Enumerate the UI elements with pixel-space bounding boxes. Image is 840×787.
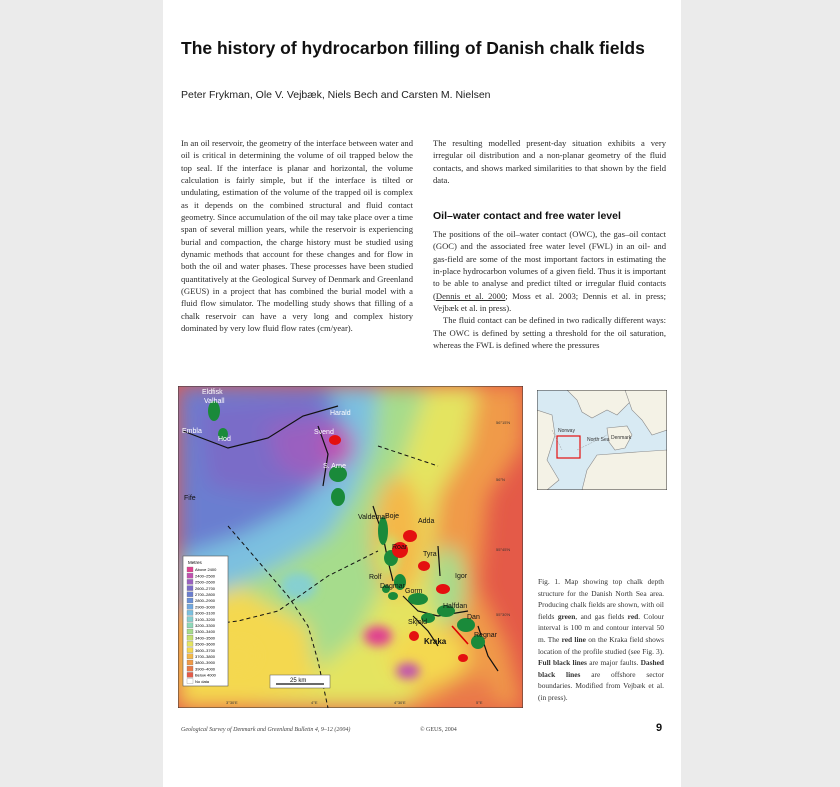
field-label-valdemar: Valdemar <box>358 514 388 521</box>
field-regnar-gas <box>458 654 468 662</box>
depth-structure-map <box>178 386 523 708</box>
legend-label: 2600–2700 <box>195 585 216 591</box>
field-label-tyra: Tyra <box>423 551 437 558</box>
legend-swatch <box>187 635 193 640</box>
latitude-label: 55°45'N <box>496 547 511 552</box>
owc-paragraph-2: The fluid contact can be defined in two radically different ways: The OWC is defined by setting a threshold for the oil saturation, whereas the FWL is defined where the pressures <box>433 315 666 351</box>
legend-label: 2700–2800 <box>195 592 216 597</box>
legend-label: 3900–4000 <box>195 666 216 672</box>
legend-label: 2400–2500 <box>195 573 216 579</box>
page-number: 9 <box>656 722 663 734</box>
legend-label: 2900–3000 <box>195 604 216 610</box>
article-authors: Peter Frykman, Ole V. Vejbæk, Niels Bech and Carsten M. Nielsen <box>181 89 491 101</box>
legend-swatch <box>187 623 193 628</box>
legend-swatch <box>187 567 193 572</box>
column-left <box>181 137 413 335</box>
legend-label: No data <box>195 678 210 684</box>
legend-label: 2500–2600 <box>195 579 216 585</box>
legend-label: 3600–3700 <box>195 647 216 653</box>
legend-label: Above 2400 <box>195 567 217 573</box>
legend-swatch <box>187 648 193 653</box>
legend-swatch <box>187 666 193 671</box>
field-label-fife: Fife <box>184 495 196 502</box>
latitude-label: 56°N <box>496 477 505 482</box>
field-label-boje: Boje <box>385 513 400 520</box>
footer-copyright: © GEUS, 2004 <box>420 727 457 733</box>
field-label-harald: Harald <box>330 410 351 417</box>
field-label-dagmar: Dagmar <box>380 583 405 590</box>
legend-swatch <box>187 679 193 684</box>
legend-swatch <box>187 617 193 622</box>
field-label-embla: Embla <box>182 428 202 435</box>
legend-label: 3100–3200 <box>195 616 216 622</box>
field-s-arne-2 <box>331 488 345 506</box>
field-label-igor: Igor <box>455 573 468 580</box>
location-inset-map <box>537 390 667 490</box>
field-label-s-arne: S. Arne <box>323 463 346 470</box>
legend-label: 3500–3600 <box>195 641 216 647</box>
longitude-label: 4°E <box>311 700 318 705</box>
legend-swatch <box>187 672 193 677</box>
field-tyra-gas <box>418 561 430 571</box>
field-label-adda: Adda <box>418 518 435 525</box>
legend-label: 3700–3800 <box>195 654 216 659</box>
field-igor <box>436 584 450 594</box>
legend-swatch <box>187 641 193 646</box>
field-label-skjold: Skjold <box>408 619 428 626</box>
field-label-rolf: Rolf <box>369 574 382 581</box>
legend-swatch <box>187 592 193 597</box>
inset-label-north-sea: North Sea <box>587 437 610 443</box>
legend-swatch <box>187 654 193 659</box>
intro-continuation: The resulting modelled present-day situation exhibits a very irregular oil distribution and a non-planar geometry of the fluid contacts, and shows marked similarities to that shown by the field data. <box>433 138 666 186</box>
field-label-regnar: Regnar <box>474 632 497 639</box>
legend-swatch <box>187 604 193 609</box>
legend-swatch <box>187 573 193 578</box>
column-right-intro <box>433 137 666 186</box>
field-adda <box>403 530 417 542</box>
field-label-roar: Roar <box>392 544 408 551</box>
field-label-dan: Dan <box>467 614 480 621</box>
legend-swatch <box>187 610 193 615</box>
legend-swatch <box>187 598 193 603</box>
field-label-eldfisk: Eldfisk <box>202 389 223 396</box>
article-title: The history of hydrocarbon filling of Danish chalk fields <box>181 38 645 58</box>
field-label-valhall: Valhall <box>204 398 225 405</box>
legend-swatch <box>187 579 193 584</box>
field-svend-gas <box>329 435 341 445</box>
latitude-label: 55°30'N <box>496 612 511 617</box>
column-right-body <box>433 228 666 351</box>
inset-label-norway: Norway <box>558 428 575 434</box>
legend-swatch <box>187 660 193 665</box>
latitude-label: 56°15'N <box>496 420 511 425</box>
legend-label: 2800–2900 <box>195 598 216 604</box>
field-label-hod: Hod <box>218 436 231 443</box>
figure-caption: Fig. 1. Map showing top chalk depth structure for the Danish North Sea area. Producing chalk fields are shown, with oil fields green, and gas fields red. Colour interval is 100 m and contour interval 50 m. The red line on the Kraka field shows location of the profile studied (see Fig. 3). Full black lines are major faults. Dashed black lines are offshore sector boundaries. Modified from Vejbæk et al. (in press). <box>538 577 664 702</box>
legend-swatch <box>187 629 193 634</box>
longitude-label: 4°30'E <box>394 700 406 705</box>
field-valdemar <box>378 517 388 545</box>
field-label-kraka: Kraka <box>424 637 447 646</box>
longitude-label: 3°30'E <box>226 700 238 705</box>
field-dagmar <box>388 592 398 600</box>
legend-label: 3400–3500 <box>195 635 216 641</box>
legend-label: 3200–3300 <box>195 623 216 628</box>
citation-link[interactable]: Dennis et al. 2000 <box>435 290 506 301</box>
field-label-halfdan: Halfdan <box>443 603 468 610</box>
owc-paragraph-1: The positions of the oil–water contact (OWC), the gas–oil contact (GOC) and the associated free water level (FWL) in an oil- and gas-field are some of the most important factors in estimating the in-place hydrocarbon volumes of a given field. Thus it is important to be able to analyse and predict tilted or irregular fluid contacts (Dennis et al. 2000; Moss et al. 2003; Dennis et al. in press; Vejbæk et al. in press). <box>433 229 666 314</box>
legend-label: 3000–3100 <box>195 610 216 616</box>
legend-label: 3800–3900 <box>195 660 216 666</box>
scale-label: 25 km <box>290 678 307 684</box>
legend-label: Below 4000 <box>195 672 216 678</box>
field-label-gorm: Gorm <box>405 588 423 595</box>
legend-title: Metres <box>188 560 202 565</box>
field-label-svend: Svend <box>314 429 334 436</box>
intro-paragraph: In an oil reservoir, the geometry of the interface between water and oil is critical in determining the volume of oil trapped below the top seal. If the interface is planar and horizontal, the volume calculation is fairly simple, but if the interface is tilted or undulating, estimation of the volume of the trapped oil is complex as it depends on the combined structural and fluid contact geometry. Since accumulation of the oil may take place over a time span of several million years, while the reservoir is experiencing burial and compaction, the charge history must be studied using dynamic methods that account for these changes and for flow in both the oil and water phases. These processes have been studied quantitatively at the Geological Survey of Denmark and Greenland (GEUS) in a project that has combined the burial model with a fluid flow simulator. The modelling study shows that filling of a chalk reservoir can have a very long and complex history dominated by very low fluid flow rates (cm/year). <box>181 138 413 334</box>
section-heading: Oil–water contact and free water level <box>433 210 621 222</box>
field-kraka <box>409 631 419 641</box>
legend-swatch <box>187 586 193 591</box>
footer-citation: Geological Survey of Denmark and Greenland Bulletin 4, 9–12 (2004) <box>181 727 351 733</box>
legend-label: 3300–3400 <box>195 629 216 635</box>
inset-label-denmark: Denmark <box>611 435 632 441</box>
longitude-label: 5°E <box>476 700 483 705</box>
